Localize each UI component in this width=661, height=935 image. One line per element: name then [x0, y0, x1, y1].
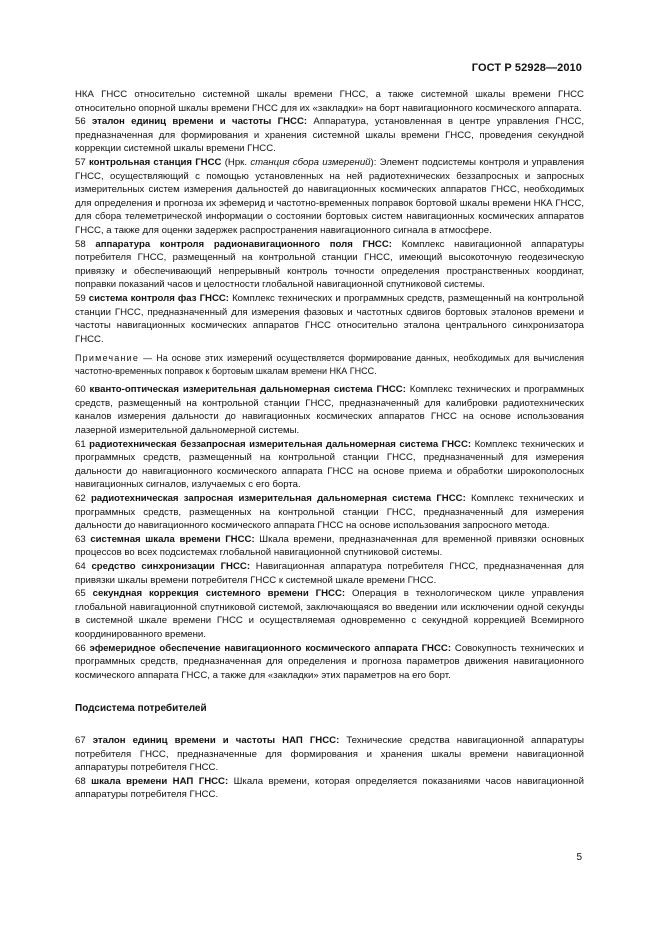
entry-definition: Шкала времени, которая определяется показаниями часов навигационной аппаратуры потребителя ГНСС. — [75, 775, 584, 801]
entry-term: эталон единиц времени и частоты ГНСС: — [92, 116, 308, 128]
entry-66 — [75, 642, 584, 683]
entry-number: 59 — [75, 292, 86, 304]
entry-definition: Комплекс навигационной аппаратуры потребителя ГНСС, размещенный на контрольной станции ГНСС, имеющий высокоточную геодезическую привязку и обеспечивающий непрерывный контроль точности определения пространственных координат, поправки показаний часов и целостности глобальной навигационной спутниковой системы. — [75, 238, 585, 291]
note-paragraph — [75, 352, 584, 377]
entry-57 — [75, 156, 584, 238]
entry-definition: Комплекс технических и программных средств, размещенных на контрольной станции ГНСС, предназначенный для измерения дальности до навигационного космического аппарата ГНСС на основе использования запросного метода. — [75, 493, 585, 532]
entry-number: 66 — [75, 642, 86, 654]
entry-number: 65 — [75, 588, 86, 600]
entry-60 — [75, 383, 584, 437]
standard-header: ГОСТ Р 52928—2010 — [471, 62, 582, 74]
entry-alt-term: станция сбора измерений — [250, 156, 371, 168]
note-label: Примечание — [75, 353, 140, 364]
entry-term: средство синхронизации ГНСС: — [91, 561, 251, 572]
entry-definition: Комплекс технических и программных средств, размещенный на контрольной станции ГНСС, предназначенный для измерения дальности до навигационного космического аппарата ГНСС на основе приема и обработки широкополосных навигационных сигналов, излучаемых с его борта. — [75, 438, 584, 491]
entry-term: шкала времени НАП ГНСС: — [91, 775, 229, 787]
entry-alt-open: (Нрк. — [221, 156, 251, 168]
entry-56 — [75, 115, 584, 156]
entry-term: радиотехническая запросная измерительная дальномерная система ГНСС: — [90, 493, 466, 505]
document-body — [75, 88, 584, 802]
entry-definition: Аппаратура, установленная в центре управления ГНСС, предназначенная для формирования и хранения системной шкалы времени ГНСС, проведения секундной коррекции системной шкалы времени ГНСС. — [75, 116, 584, 155]
entry-term: эфемеридное обеспечение навигационного космического аппарата ГНСС: — [89, 642, 452, 654]
entry-term: эталон единиц времени и частоты НАП ГНСС: — [92, 734, 340, 746]
entry-58 — [75, 238, 584, 292]
entry-term: секундная коррекция системного времени ГНСС: — [92, 588, 346, 600]
entry-64 — [75, 560, 584, 587]
entry-definition: ): Элемент подсистемы контроля и управления ГНСС, осуществляющий с помощью установленных на ней радиотехнических беззапросных и запросных измерительных систем измерения дальностей до навигационных космических аппаратов ГНСС, необходимых для определения и прогноза их эфемерид и частотно-временных поправок бортовой шкалы времени НКА ГНСС, для сбора телеметрической информации о состоянии бортовых систем навигационных космических аппаратов ГНСС, а также для оценки задержек распространения навигационного сигнала в атмосфере. — [75, 156, 585, 236]
entry-term: системная шкала времени ГНСС: — [90, 533, 255, 545]
entry-number: 63 — [75, 533, 86, 545]
entry-number: 56 — [75, 116, 86, 128]
entry-number: 64 — [75, 561, 86, 572]
entry-definition: Комплекс технических и программных средств, размещенный на контрольной станции ГНСС, предназначенный для измерения фазовых и частотных сдвигов бортовых эталонов времени и частоты навигационных космических аппаратов ГНСС относительно эталона центрального синхронизатора ГНСС. — [75, 292, 584, 345]
section-title: Подсистема потребителей — [75, 703, 207, 715]
entry-definition: Комплекс технических и программных средств, размещенный на контрольной станции ГНСС, предназначенный для калибровки радиотехнических каналов измерения дальности до навигационных космических аппаратов ГНСС на основе использования лазерной измерительной дальномерной системы. — [75, 384, 585, 437]
entry-term: аппаратура контроля радионавигационного поля ГНСС: — [95, 238, 392, 250]
entry-term: радиотехническая беззапросная измерительная дальномерная система ГНСС: — [89, 438, 472, 450]
entry-term: система контроля фаз ГНСС: — [88, 292, 229, 304]
entry-number: 62 — [75, 493, 86, 505]
entry-59 — [75, 292, 584, 346]
entry-number: 60 — [75, 384, 86, 396]
entry-68 — [75, 775, 584, 802]
entry-63 — [75, 533, 584, 560]
entry-definition: Совокупность технических и программных средств, предназначенная для определения и прогноза параметров движения навигационного космического аппарата ГНСС, а также для «закладки» этих параметров на его борт. — [75, 642, 584, 681]
entry-term: контрольная станция ГНСС — [88, 156, 222, 168]
entry-number: 68 — [75, 775, 86, 787]
entry-62 — [75, 492, 584, 533]
note-text: — На основе этих измерений осуществляется формирование данных, необходимых для вычисления частотно-временных поправок к бортовым шкалам времени НКА ГНСС. — [75, 353, 584, 376]
entry-definition: Шкала времени, предназначенная для временной привязки основных процессов во всех подсистемах глобальной навигационной спутниковой системы. — [75, 533, 585, 559]
entry-67 — [75, 734, 584, 775]
entry-number: 61 — [75, 438, 86, 450]
entry-number: 57 — [75, 156, 86, 168]
entry-definition: Технические средства навигационной аппаратуры потребителя ГНСС, предназначенные для формирования и хранения шкалы времени навигационной аппаратуры потребителя ГНСС. — [75, 734, 584, 774]
intro-paragraph: НКА ГНСС относительно системной шкалы времени ГНСС, а также системной шкалы времени ГНСС относительно опорной шкалы времени ГНСС для их «закладки» на борт навигационного космического аппарата. — [75, 89, 584, 114]
entry-61 — [75, 438, 584, 492]
entry-number: 67 — [75, 734, 86, 746]
entry-definition: Навигационная аппаратура потребителя ГНСС, предназначенная для привязки шкалы времени потребителя ГНСС к системной шкале времени ГНСС. — [75, 561, 584, 586]
entry-term: кванто-оптическая измерительная дальномерная система ГНСС: — [89, 384, 406, 396]
entry-number: 58 — [75, 238, 86, 250]
entry-65 — [75, 587, 584, 641]
entry-definition: Операция в технологическом цикле управления глобальной навигационной спутниковой системой, заключающаяся во введении или исключении одной секунды в системной шкале времени ГНСС и осуществляемая одновременно с секундной коррекцией Всемирного координированного времени. — [75, 588, 584, 640]
page-number: 5 — [576, 852, 582, 863]
